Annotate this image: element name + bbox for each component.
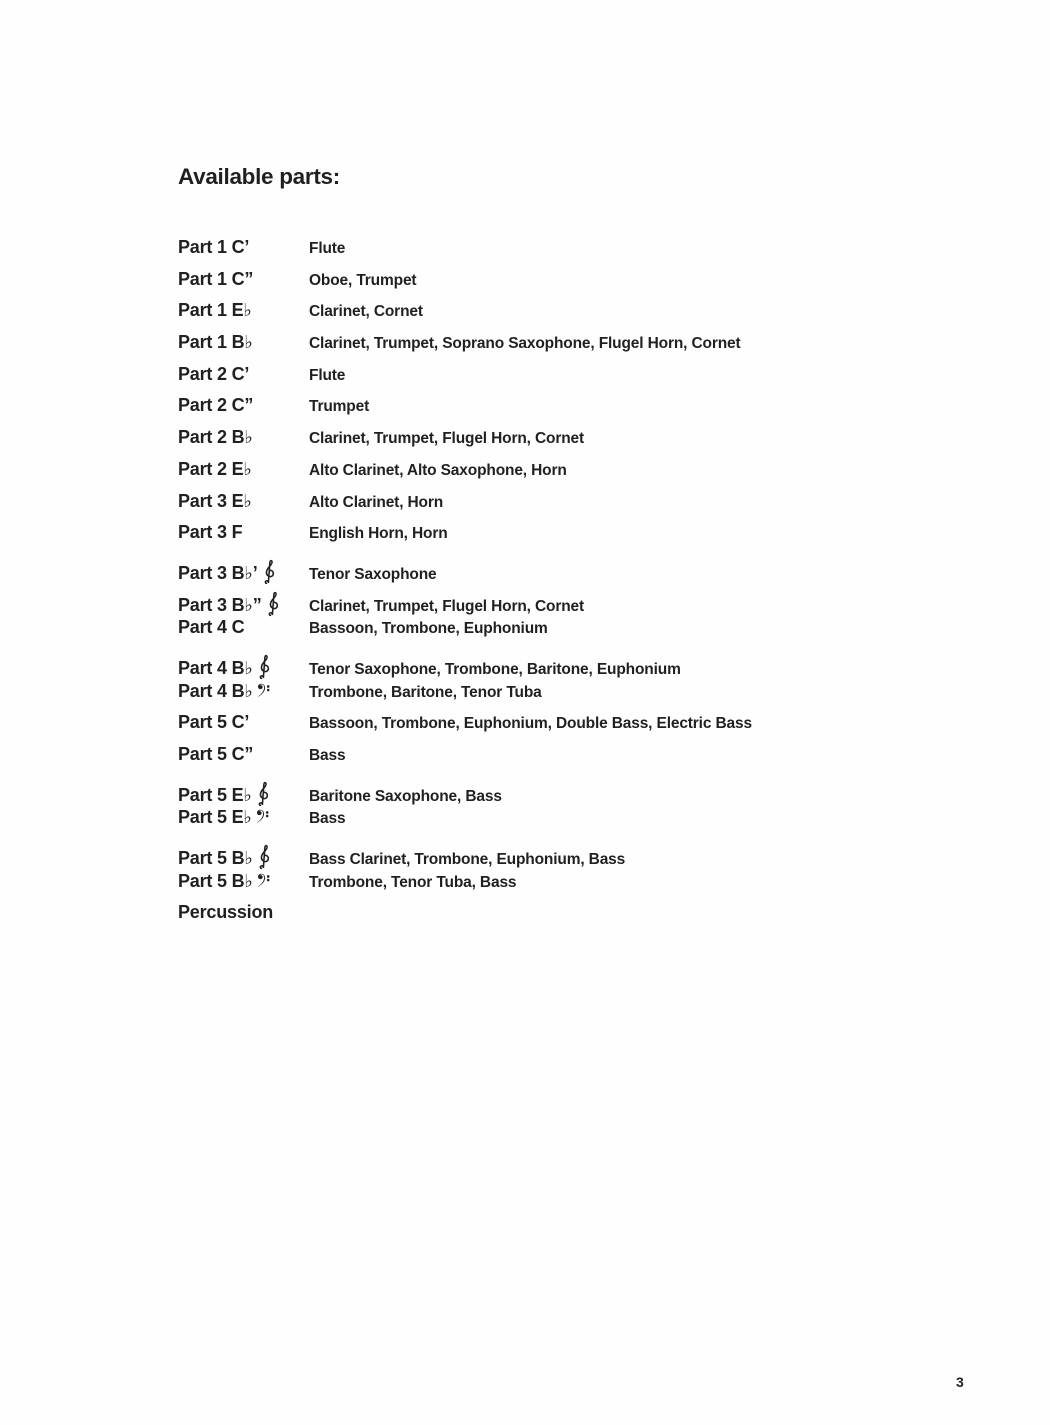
part-instruments: Bass	[309, 810, 346, 828]
part-label	[178, 739, 309, 771]
page-title: Available parts:	[178, 164, 340, 189]
part-label-text: Part 2 B♭	[178, 427, 253, 448]
part-label-text: Part 3 E♭	[178, 490, 252, 511]
part-instruments: Flute	[309, 366, 346, 384]
part-instruments: Bass Clarinet, Trombone, Euphonium, Bass	[309, 851, 626, 869]
part-instruments: Clarinet, Trumpet, Soprano Saxophone, Flugel Horn, Cornet	[309, 335, 741, 353]
part-instruments: Clarinet, Trumpet, Flugel Horn, Cornet	[309, 597, 585, 615]
part-row	[178, 327, 978, 359]
part-instruments: Alto Clarinet, Horn	[309, 493, 444, 511]
treble-clef-icon	[256, 778, 269, 808]
part-label-text: Part 4 B♭	[178, 657, 253, 678]
part-instruments: Clarinet, Cornet	[309, 303, 423, 321]
part-label	[178, 866, 309, 898]
part-row	[178, 644, 978, 676]
part-label-text: Part 1 C’	[178, 237, 250, 257]
part-instruments: Baritone Saxophone, Bass	[309, 787, 502, 805]
part-row	[178, 517, 978, 549]
part-label-text: Part 5 C’	[178, 712, 250, 733]
treble-clef-icon	[262, 556, 275, 586]
part-label-text: Part 2 C’	[178, 363, 250, 384]
part-instruments: Oboe, Trumpet	[309, 271, 417, 289]
part-label-text: Part 5 B♭	[178, 848, 253, 869]
part-label-text: Part 1 C”	[178, 268, 254, 289]
part-instruments: Bassoon, Trombone, Euphonium	[309, 620, 548, 638]
part-row	[178, 739, 978, 771]
part-label	[178, 232, 309, 264]
part-label-text: Part 3 F	[178, 522, 243, 543]
part-row	[178, 359, 978, 391]
part-label	[178, 802, 309, 834]
part-label-text: Percussion	[178, 902, 274, 923]
part-row	[178, 897, 978, 929]
part-row	[178, 264, 978, 296]
part-label	[178, 327, 309, 359]
part-label	[178, 517, 309, 549]
part-label	[178, 390, 309, 422]
part-label	[178, 454, 309, 486]
part-row	[178, 866, 978, 898]
part-label-text: Part 5 C”	[178, 744, 254, 764]
part-instruments: Trombone, Tenor Tuba, Bass	[309, 873, 517, 891]
part-instruments: Clarinet, Trumpet, Flugel Horn, Cornet	[309, 430, 585, 448]
part-label-text: Part 2 C”	[178, 395, 254, 416]
part-row	[178, 295, 978, 327]
parts-list	[178, 232, 978, 929]
part-instruments: Bass	[309, 747, 346, 764]
part-row	[178, 581, 978, 613]
part-label-text: Part 5 E♭	[178, 807, 252, 828]
part-label-text: Part 2 E♭	[178, 458, 252, 479]
part-label	[178, 707, 309, 739]
part-instruments: Alto Clarinet, Alto Saxophone, Horn	[309, 461, 567, 479]
bass-clef-icon	[256, 809, 270, 824]
part-row	[178, 454, 978, 486]
part-instruments: Trumpet	[309, 398, 370, 416]
treble-clef-icon	[257, 651, 270, 681]
part-label	[178, 264, 309, 296]
part-row	[178, 771, 978, 803]
page-number: 3	[956, 1374, 964, 1390]
part-label-text: Part 3 B♭”	[178, 594, 262, 615]
part-row	[178, 486, 978, 518]
part-instruments: Flute	[309, 240, 346, 257]
part-row	[178, 390, 978, 422]
part-label-text: Part 5 B♭	[178, 870, 253, 891]
part-row	[178, 422, 978, 454]
part-label-text: Part 1 B♭	[178, 332, 253, 353]
part-label-text: Part 1 E♭	[178, 300, 252, 321]
bass-clef-icon	[257, 683, 271, 698]
part-row	[178, 232, 978, 264]
part-label	[178, 422, 309, 454]
part-label-text: Part 3 B♭’	[178, 562, 258, 583]
part-label	[178, 676, 309, 708]
part-row	[178, 676, 978, 708]
part-label	[178, 359, 309, 391]
part-row	[178, 834, 978, 869]
part-label-text: Part 4 B♭	[178, 680, 253, 701]
part-label	[178, 295, 309, 327]
part-row	[178, 612, 978, 644]
part-label	[178, 612, 309, 644]
part-instruments: Trombone, Baritone, Tenor Tuba	[309, 683, 542, 701]
part-instruments: Tenor Saxophone	[309, 565, 437, 583]
part-instruments: Tenor Saxophone, Trombone, Baritone, Euphonium	[309, 660, 681, 678]
part-row	[178, 802, 978, 834]
part-label	[178, 486, 309, 518]
bass-clef-icon	[257, 873, 271, 888]
part-label-text: Part 5 E♭	[178, 784, 252, 805]
part-row	[178, 549, 978, 581]
part-instruments: Bassoon, Trombone, Euphonium, Double Bass, Electric Bass	[309, 715, 752, 733]
part-label-text: Part 4 C	[178, 617, 245, 638]
part-label	[178, 897, 309, 929]
part-instruments: English Horn, Horn	[309, 525, 448, 543]
treble-clef-icon	[257, 841, 270, 871]
treble-clef-icon	[266, 588, 279, 618]
part-row	[178, 707, 978, 739]
